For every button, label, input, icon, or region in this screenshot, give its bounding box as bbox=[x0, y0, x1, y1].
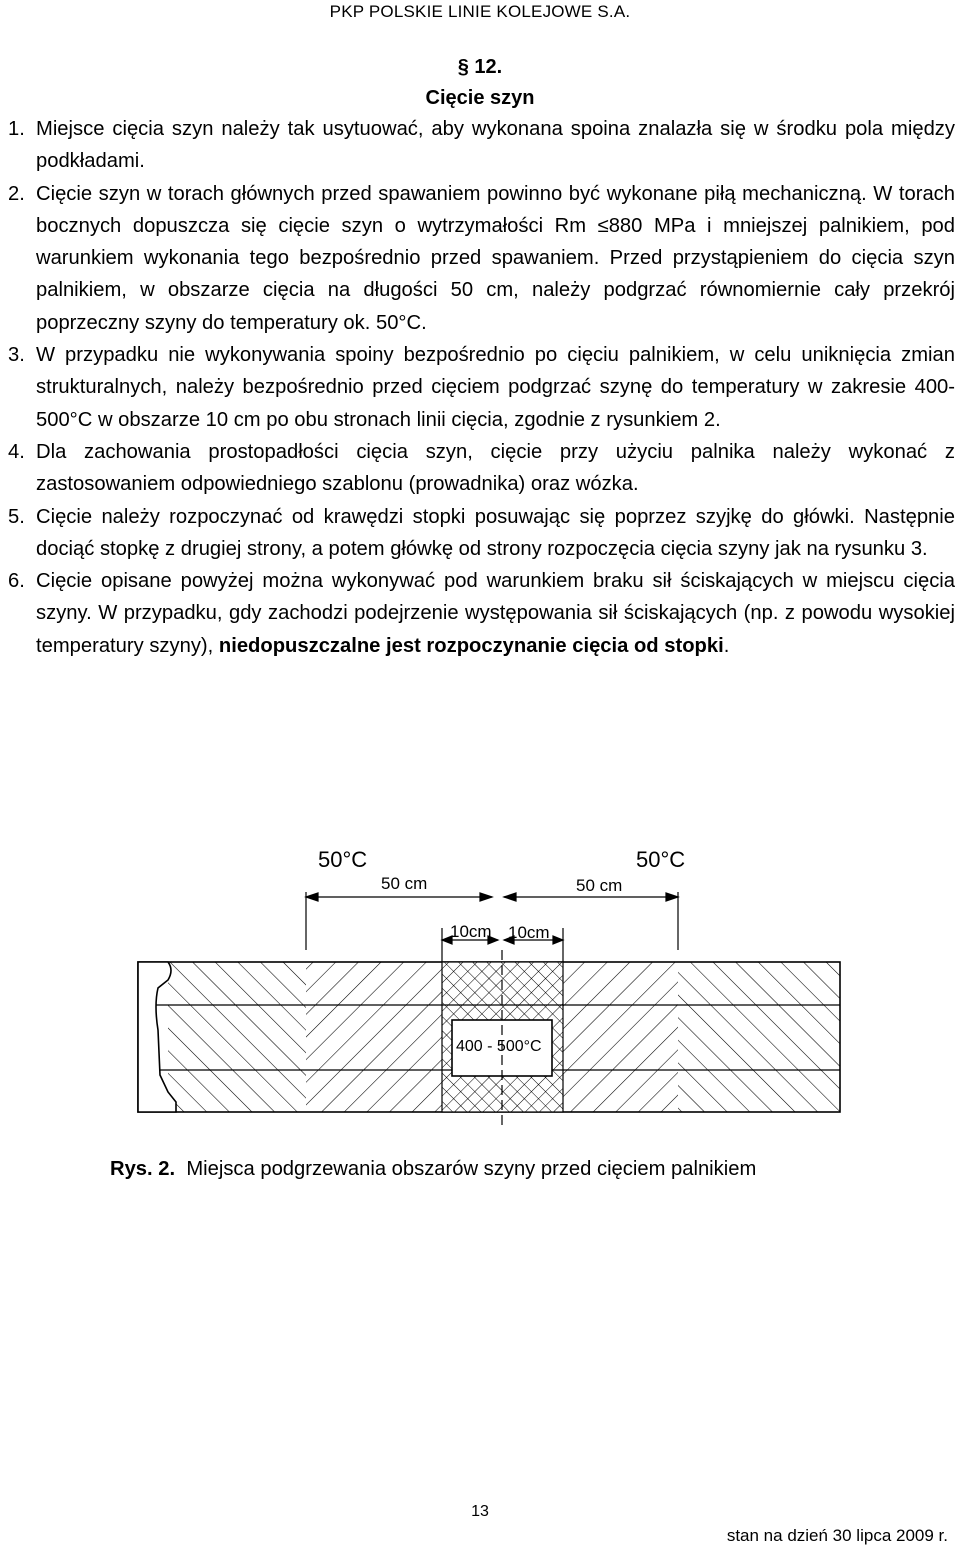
page-number: 13 bbox=[471, 1503, 489, 1520]
label-inner-right: 10cm bbox=[508, 923, 550, 942]
section-body bbox=[8, 113, 955, 662]
rail-heating-diagram bbox=[128, 830, 848, 1130]
label-len-right: 50 cm bbox=[576, 876, 623, 895]
figure-caption-label: Rys. 2. bbox=[110, 1158, 176, 1180]
list-item-text: Dla zachowania prostopadłości cięcia szyn, cięcie przy użyciu palnika należy wykonać z zastosowaniem odpowiedniego szablonu (prowadnika) oraz wózka. bbox=[36, 440, 955, 496]
section-title: Cięcie szyn bbox=[425, 87, 535, 109]
list-item-text: Cięcie należy rozpoczynać od krawędzi stopki posuwając się poprzez szyjkę do główki. Następnie dociąć stopkę z drugiej strony, a potem główkę od strony rozpoczęcia cięcia szyny jak na rysunku 3. bbox=[36, 505, 955, 560]
label-inner-left: 10cm bbox=[450, 922, 492, 941]
rail-right-hatch bbox=[678, 962, 840, 1112]
list-item-number: 4. bbox=[8, 440, 25, 463]
label-temp-right: 50°C bbox=[636, 847, 686, 872]
list-item-text-tail: . bbox=[723, 634, 730, 657]
list-item bbox=[8, 565, 955, 662]
document-header: PKP POLSKIE LINIE KOLEJOWE S.A. bbox=[329, 2, 631, 21]
section-number: § 12. bbox=[457, 56, 503, 78]
dimension-lines bbox=[306, 892, 678, 962]
list-item bbox=[8, 339, 955, 436]
list-item bbox=[8, 436, 955, 501]
document-footer: stan na dzień 30 lipca 2009 r. bbox=[726, 1526, 948, 1545]
list-item-text: Miejsce cięcia szyn należy tak usytuować, aby wykonana spoina znalazła się w środku pola między podkładami. bbox=[36, 118, 955, 173]
list-item-number: 5. bbox=[8, 505, 25, 528]
list-item-number: 3. bbox=[8, 344, 25, 367]
label-len-left: 50 cm bbox=[381, 874, 428, 893]
list-item-number: 2. bbox=[8, 182, 25, 205]
list-item-text: W przypadku nie wykonywania spoiny bezpośrednio po cięciu palnikiem, w celu uniknięcia zmian strukturalnych, należy bezpośrednio przed cięciem podgrzać szynę do temperatury w zakresie 400-500°C w obszarze 10 cm po obu stronach linii cięcia, zgodnie z rysunkiem 2. bbox=[36, 344, 955, 431]
list-item bbox=[8, 178, 955, 339]
list-item-text-bold: niedopuszczalne jest rozpoczynanie cięcia od stopki bbox=[218, 634, 724, 657]
figure-caption bbox=[110, 1158, 756, 1181]
list-item bbox=[8, 113, 955, 178]
list-item-number: 6. bbox=[8, 570, 25, 593]
label-temp-center: 400 - 500°C bbox=[456, 1038, 542, 1055]
figure-caption-text: Miejsca podgrzewania obszarów szyny przed cięciem palnikiem bbox=[186, 1158, 757, 1180]
rail-left-hatch bbox=[168, 962, 306, 1112]
list-item-text-plain: Cięcie opisane powyżej można wykonywać pod warunkiem braku sił ściskających w miejscu cięcia szyny. W przypadku, gdy zachodzi podejrzenie występowania sił ściskających (np. z powodu wysokiej temperatury szyny), bbox=[36, 570, 955, 657]
label-temp-left: 50°C bbox=[318, 847, 368, 872]
list-item bbox=[8, 501, 955, 566]
list-item-number: 1. bbox=[8, 118, 25, 140]
list-item-text bbox=[36, 565, 955, 662]
list-item-text: Cięcie szyn w torach głównych przed spawaniem powinno być wykonane piłą mechaniczną. W torach bocznych dopuszcza się cięcie szyn o wytrzymałości Rm ≤880 MPa i mniejszej palnikiem, pod warunkiem wykonania tego bezpośrednio przed spawaniem. Przed przystąpieniem do cięcia szyn palnikiem, w obszarze cięcia na długości 50 cm, należy podgrzać równomiernie cały przekrój poprzeczny szyny do temperatury ok. 50°C. bbox=[36, 182, 955, 334]
